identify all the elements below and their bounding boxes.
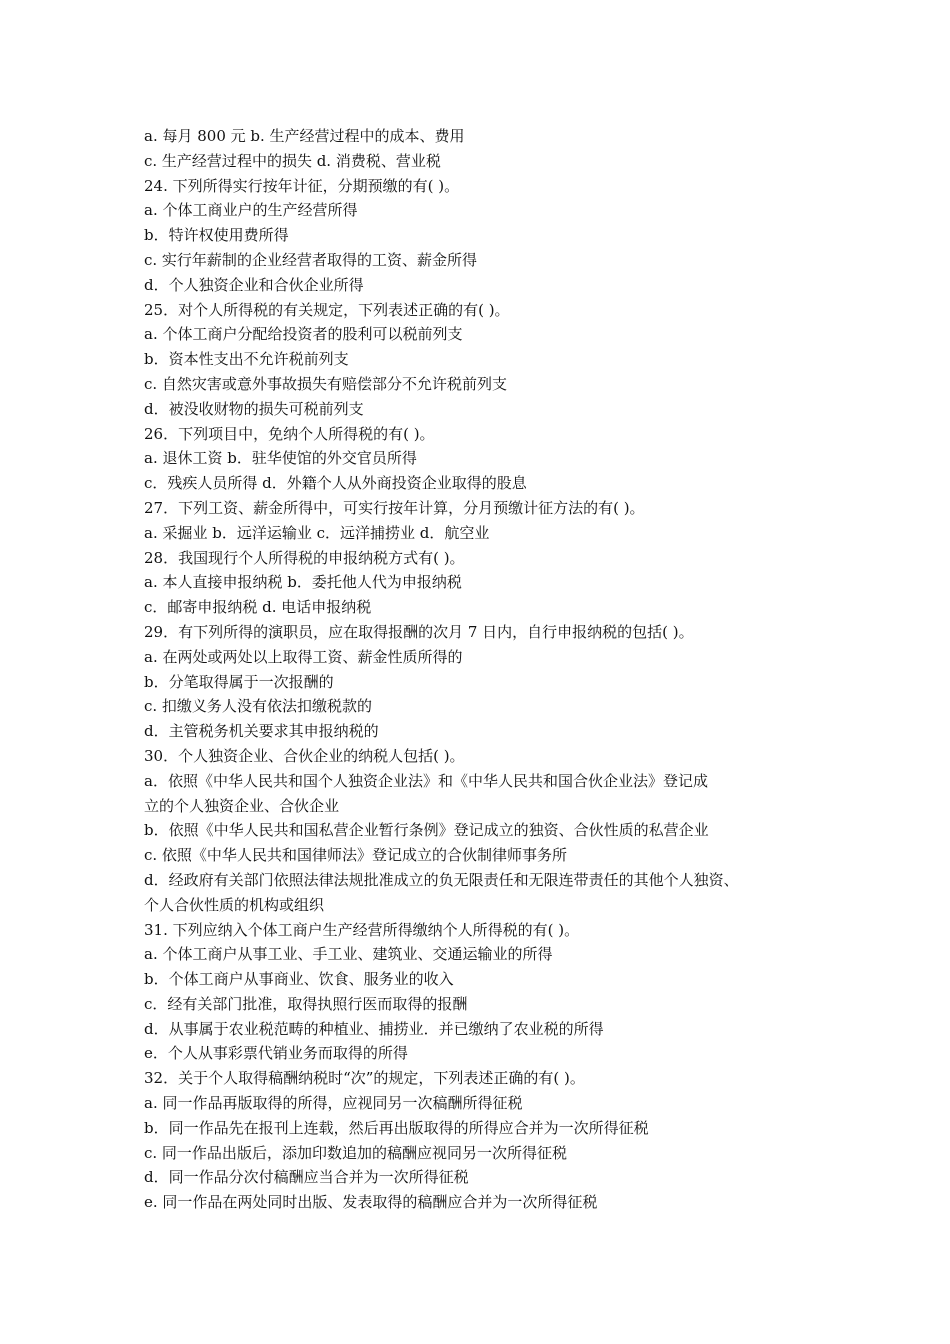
question-text-line: 24. 下列所得实行按年计征，分期预缴的有( )。	[144, 176, 460, 195]
question-text-line: 25．对个人所得税的有关规定，下列表述正确的有( )。	[144, 300, 510, 319]
question-text-line: a. 同一作品再版取得的所得，应视同另一次稿酬所得征税	[144, 1094, 523, 1113]
question-text-line: 31. 下列应纳入个体工商户生产经营所得缴纳个人所得税的有( )。	[144, 920, 580, 939]
question-text-line: a. 个体工商户分配给投资者的股利可以税前列支	[144, 325, 463, 344]
question-text-line: c．邮寄申报纳税 d. 电话申报纳税	[144, 598, 372, 617]
question-text-line: c. 同一作品出版后，添加印数追加的稿酬应视同另一次所得征税	[144, 1143, 567, 1162]
question-text-line: 30．个人独资企业、合伙企业的纳税人包括( )。	[144, 746, 465, 765]
question-text-line: 个人合伙性质的机构或组织	[144, 895, 325, 914]
question-text-line: 28．我国现行个人所得税的申报纳税方式有( )。	[144, 548, 465, 567]
question-text-line: c. 扣缴义务人没有依法扣缴税款的	[144, 697, 372, 716]
question-text-line: d．同一作品分次付稿酬应当合并为一次所得征税	[144, 1168, 469, 1187]
question-text-line: b．个体工商户从事商业、饮食、服务业的收入	[144, 970, 454, 989]
question-text-line: a. 本人直接申报纳税 b．委托他人代为申报纳税	[144, 573, 462, 592]
question-text-line: b．同一作品先在报刊上连载，然后再出版取得的所得应合并为一次所得征税	[144, 1118, 649, 1137]
question-text-line: e．个人从事彩票代销业务而取得的所得	[144, 1044, 408, 1063]
question-text-line: 立的个人独资企业、合伙企业	[144, 796, 340, 815]
question-text-line: c. 依照《中华人民共和国律师法》登记成立的合伙制律师事务所	[144, 846, 567, 865]
document-body	[144, 124, 824, 1215]
question-text-line: a. 个体工商户从事工业、手工业、建筑业、交通运输业的所得	[144, 945, 553, 964]
question-text-line: d．被没收财物的损失可税前列支	[144, 399, 364, 418]
question-text-line: a. 退休工资 b．驻华使馆的外交官员所得	[144, 449, 417, 468]
question-text-line: 27．下列工资、薪金所得中，可实行按年计算，分月预缴计征方法的有( )。	[144, 498, 645, 517]
question-text-line: d．经政府有关部门依照法律法规批准成立的负无限责任和无限连带责任的其他个人独资、	[144, 870, 739, 889]
question-text-line: b．分笔取得属于一次报酬的	[144, 672, 334, 691]
question-text-line: d．主管税务机关要求其申报纳税的	[144, 722, 379, 741]
question-text-line: 29．有下列所得的演职员，应在取得报酬的次月 7 日内，自行申报纳税的包括( )。	[144, 622, 694, 641]
question-text-line: a. 个体工商业户的生产经营所得	[144, 201, 358, 220]
question-text-line: b．特许权使用费所得	[144, 226, 289, 245]
question-text-line: d．个人独资企业和合伙企业所得	[144, 275, 364, 294]
question-text-line: a．依照《中华人民共和国个人独资企业法》和《中华人民共和国合伙企业法》登记成	[144, 771, 708, 790]
question-text-line: b．资本性支出不允许税前列支	[144, 350, 349, 369]
question-text-line: a. 采掘业 b．远洋运输业 c．远洋捕捞业 d．航空业	[144, 523, 490, 542]
question-text-line: c. 自然灾害或意外事故损失有赔偿部分不允许税前列支	[144, 374, 507, 393]
question-text-line: 26．下列项目中，免纳个人所得税的有( )。	[144, 424, 435, 443]
question-text-line: b．依照《中华人民共和国私营企业暂行条例》登记成立的独资、合伙性质的私营企业	[144, 821, 709, 840]
question-text-line: e. 同一作品在两处同时出版、发表取得的稿酬应合并为一次所得征税	[144, 1193, 598, 1212]
question-text-line: d．从事属于农业税范畴的种植业、捕捞业．并已缴纳了农业税的所得	[144, 1019, 604, 1038]
question-text-line: a. 每月 800 元 b. 生产经营过程中的成本、费用	[144, 127, 465, 145]
question-text-line: 32．关于个人取得稿酬纳税时“次”的规定，下列表述正确的有( )。	[144, 1069, 585, 1088]
question-text-line: c．残疾人员所得 d．外籍个人从外商投资企业取得的股息	[144, 474, 527, 493]
question-text-line: c. 实行年薪制的企业经营者取得的工资、薪金所得	[144, 250, 477, 269]
question-text-line: c. 生产经营过程中的损失 d. 消费税、营业税	[144, 151, 441, 170]
question-text-line: a. 在两处或两处以上取得工资、薪金性质所得的	[144, 647, 463, 666]
question-text-line: c．经有关部门批准，取得执照行医而取得的报酬	[144, 994, 468, 1013]
